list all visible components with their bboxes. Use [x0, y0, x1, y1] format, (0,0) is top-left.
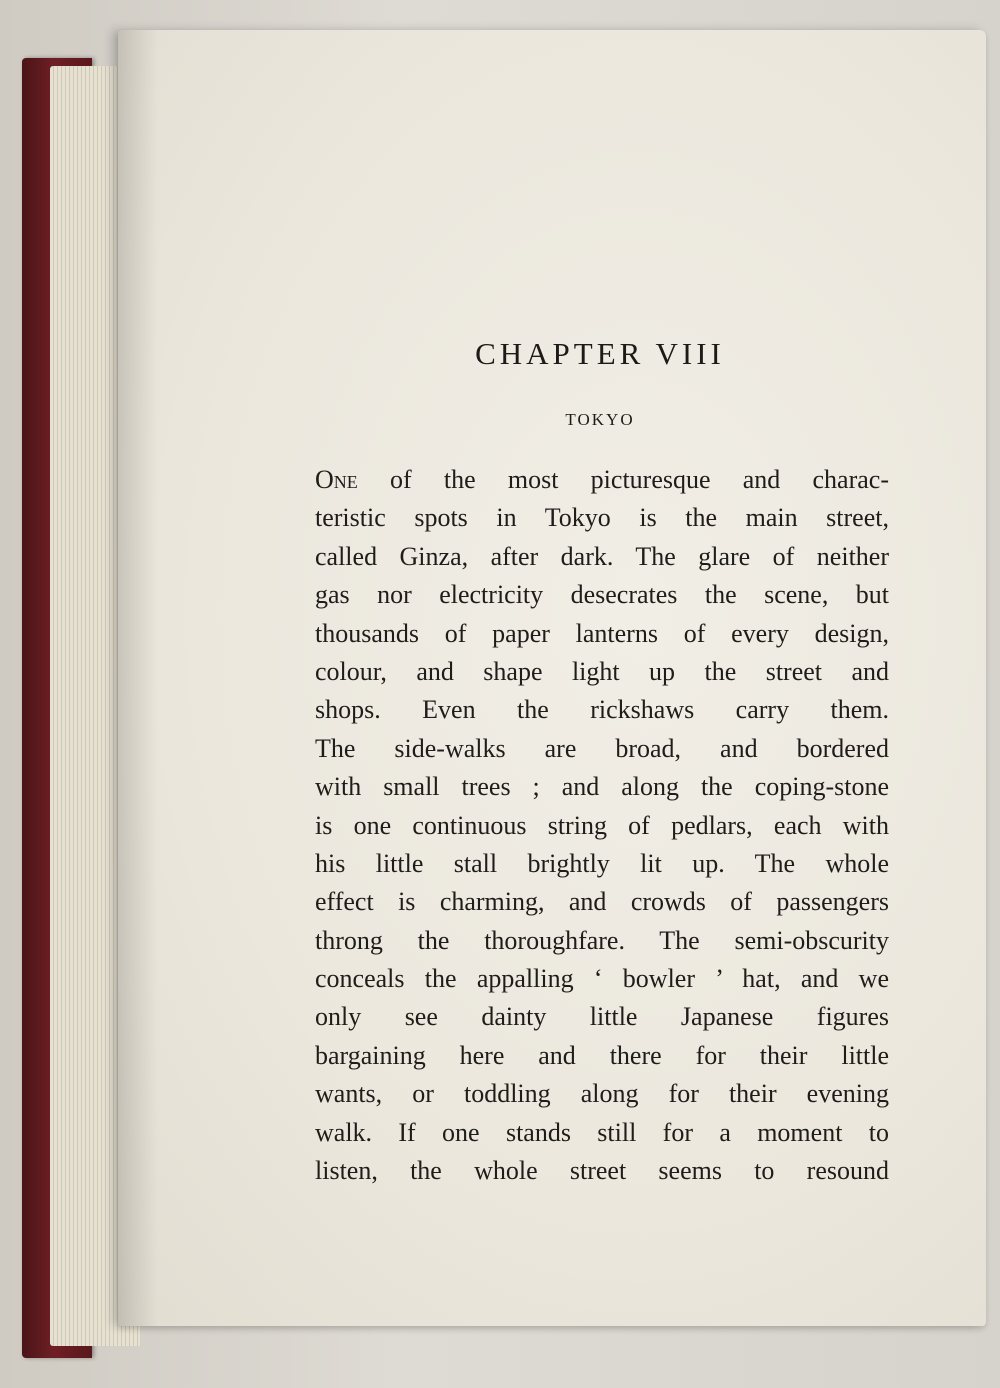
lead-word: One: [315, 465, 358, 494]
text-line: colour, and shape light up the street and: [315, 656, 889, 686]
text-line: walk. If one stands still for a moment to: [315, 1117, 889, 1147]
text-line: throng the thoroughfare. The semi-obscurity: [315, 925, 889, 955]
text-line: shops. Even the rickshaws carry them.: [315, 695, 889, 725]
text-line: conceals the appalling ‘ bowler ’ hat, and we: [315, 964, 889, 994]
text-line: listen, the whole street seems to resound: [315, 1156, 889, 1186]
chapter-subtitle: TOKYO: [565, 410, 635, 429]
text-line: his little stall brightly lit up. The whole: [315, 848, 889, 878]
chapter-title: CHAPTER VIII: [475, 336, 725, 371]
text-line: is one continuous string of pedlars, each with: [315, 810, 889, 840]
text-line: [315, 461, 889, 499]
text-line: with small trees ; and along the coping-stone: [315, 772, 889, 802]
text-line: effect is charming, and crowds of passengers: [315, 887, 889, 917]
chapter-body-text: [315, 461, 889, 1190]
text-line: called Ginza, after dark. The glare of neither: [315, 541, 889, 571]
text-line: wants, or toddling along for their evening: [315, 1079, 889, 1109]
text-line: gas nor electricity desecrates the scene, but: [315, 580, 889, 610]
text-line-content: of the most picturesque and charac-: [357, 465, 889, 494]
page-gutter-shadow: [118, 30, 158, 1326]
text-line: teristic spots in Tokyo is the main street,: [315, 503, 889, 533]
text-line: only see dainty little Japanese figures: [315, 1002, 889, 1032]
text-line: thousands of paper lanterns of every design,: [315, 618, 889, 648]
text-line: The side-walks are broad, and bordered: [315, 733, 889, 763]
text-line: bargaining here and there for their little: [315, 1040, 889, 1070]
